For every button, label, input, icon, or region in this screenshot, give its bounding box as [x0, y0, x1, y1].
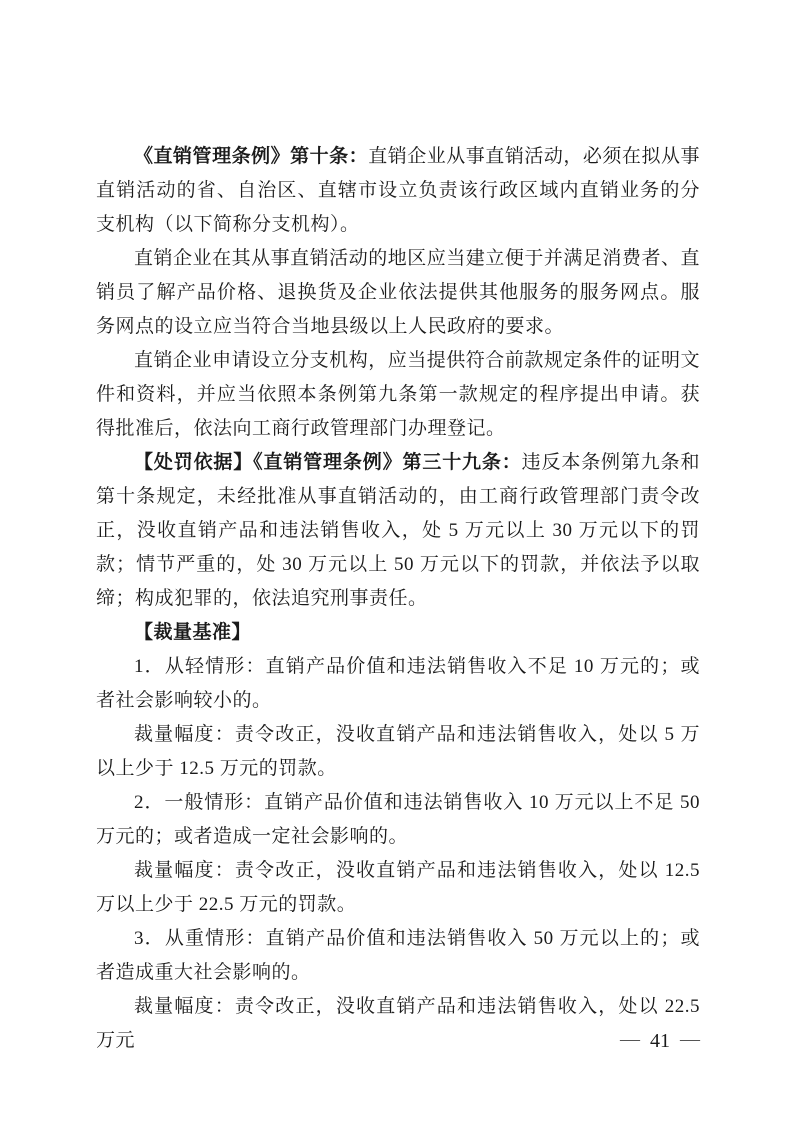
paragraph-lead: 【处罚依据】《直销管理条例》第三十九条： — [134, 452, 522, 473]
paragraph-text: 裁量幅度：责令改正，没收直销产品和违法销售收入，处以 5 万以上少于 12.5 万元的罚款。 — [96, 724, 700, 779]
document-body — [96, 140, 700, 1058]
paragraph-text: 违反本条例第九条和第十条规定，未经批准从事直销活动的，由工商行政管理部门责令改正，没收直销产品和违法销售收入，处 5 万元以上 30 万元以下的罚款；情节严重的，处 30 万元以上 50 万元以下的罚款，并依法予以取缔；构成犯罪的，依法追究刑事责任。 — [96, 452, 700, 609]
paragraph-text: 直销企业申请设立分支机构，应当提供符合前款规定条件的证明文件和资料，并应当依照本条例第九条第一款规定的程序提出申请。获得批准后，依法向工商行政管理部门办理登记。 — [96, 350, 700, 439]
paragraph-text: 裁量幅度：责令改正，没收直销产品和违法销售收入，处以 22.5 万元 — [96, 996, 700, 1051]
paragraph-text: 1．从轻情形：直销产品价值和违法销售收入不足 10 万元的；或者社会影响较小的。 — [96, 656, 700, 711]
paragraph-text: 3．从重情形：直销产品价值和违法销售收入 50 万元以上的；或者造成重大社会影响的。 — [96, 928, 700, 983]
paragraph-lead: 【裁量基准】 — [134, 622, 252, 643]
paragraph — [96, 922, 700, 990]
page-number-dash-left: — — [620, 1028, 640, 1050]
paragraph — [96, 140, 700, 242]
paragraph-text: 直销企业在其从事直销活动的地区应当建立便于并满足消费者、直销员了解产品价格、退换货及企业依法提供其他服务的服务网点。服务网点的设立应当符合当地县级以上人民政府的要求。 — [96, 248, 700, 337]
paragraph — [96, 854, 700, 922]
paragraph — [96, 650, 700, 718]
paragraph — [96, 718, 700, 786]
page-number: 41 — [650, 1030, 670, 1052]
paragraph — [96, 786, 700, 854]
paragraph-text: 裁量幅度：责令改正，没收直销产品和违法销售收入，处以 12.5 万以上少于 22.5 万元的罚款。 — [96, 860, 700, 915]
paragraph — [96, 344, 700, 446]
paragraph-text: 直销企业从事直销活动，必须在拟从事直销活动的省、自治区、直辖市设立负责该行政区域内直销业务的分支机构（以下简称分支机构）。 — [96, 146, 700, 235]
paragraph-heading — [96, 616, 700, 650]
paragraph — [96, 446, 700, 616]
page-number-dash-right: — — [680, 1028, 700, 1050]
paragraph-lead: 《直销管理条例》第十条： — [134, 146, 369, 167]
page-footer — [96, 1029, 700, 1053]
paragraph — [96, 242, 700, 344]
paragraph-text: 2．一般情形：直销产品价值和违法销售收入 10 万元以上不足 50 万元的；或者造成一定社会影响的。 — [96, 792, 700, 847]
